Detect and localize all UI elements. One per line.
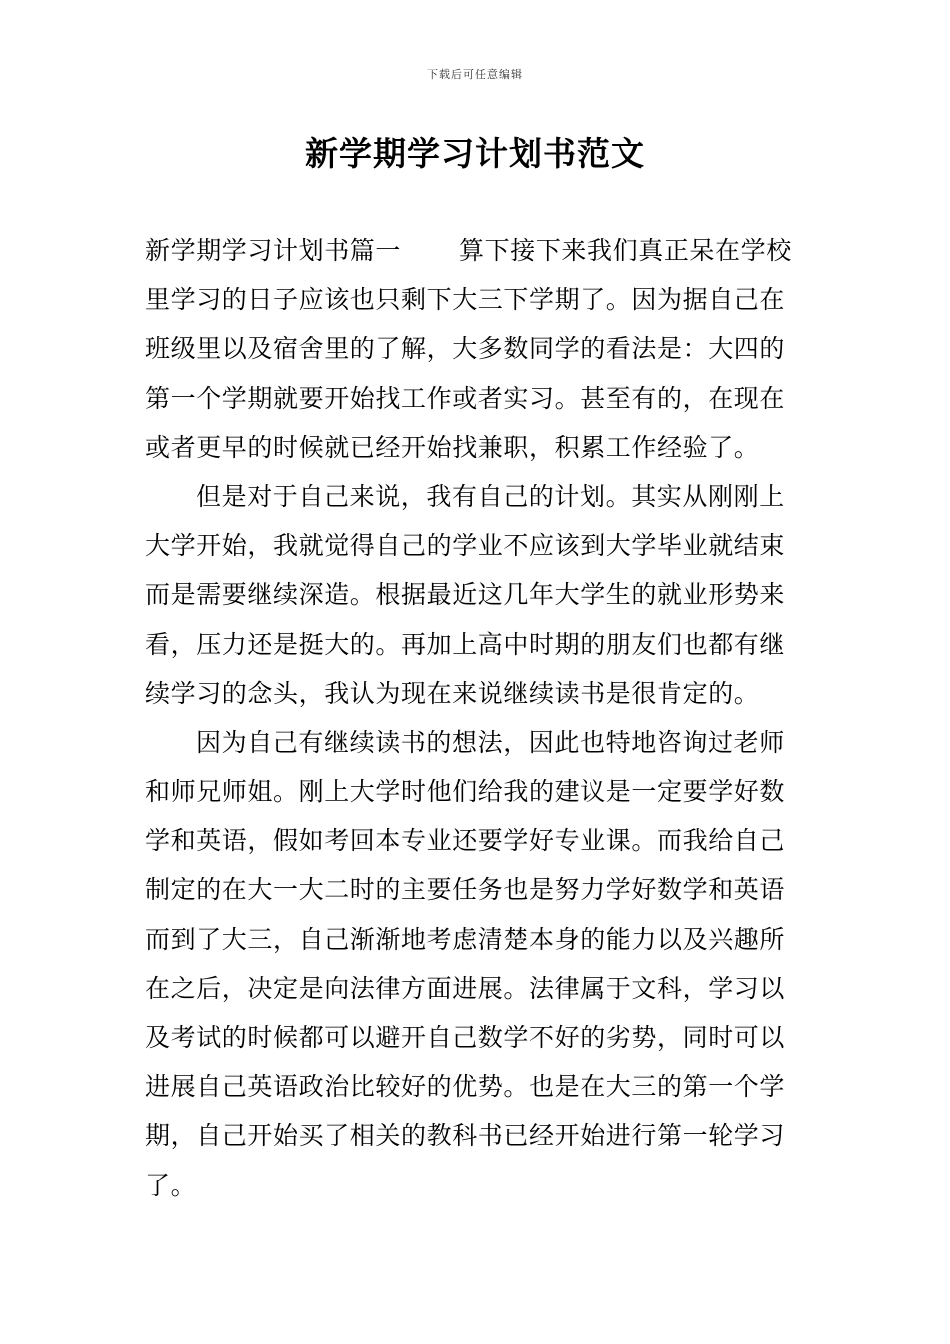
paragraph-3-line-1: 因为自己有继续读书的想法，因此也特地咨询过老师 bbox=[196, 727, 785, 757]
paragraph-1-line-1 bbox=[145, 226, 807, 275]
document-body bbox=[145, 226, 807, 1210]
paragraph-3-line-4: 制定的在大一大二时的主要任务也是努力学好数学和英语 bbox=[145, 875, 786, 905]
paragraph-2-line-3: 而是需要继续深造。根据最近这几年大学生的就业形势来 bbox=[145, 580, 786, 610]
header-note: 下载后可任意编辑 bbox=[427, 68, 523, 81]
paragraph-3-line-7: 及考试的时候都可以避开自己数学不好的劣势，同时可以 bbox=[145, 1023, 786, 1052]
paragraph-2-line-1: 但是对于自己来说，我有自己的计划。其实从刚刚上 bbox=[196, 481, 785, 511]
paragraph-1-line-4: 第一个学期就要开始找工作或者实习。甚至有的，在现在 bbox=[145, 383, 786, 413]
paragraph-3-line-3: 学和英语，假如考回本专业还要学好专业课。而我给自己 bbox=[145, 826, 786, 856]
paragraph-1-line-3: 班级里以及宿舍里的了解，大多数同学的看法是：大四的 bbox=[145, 334, 786, 364]
paragraph-1-line-2: 里学习的日子应该也只剩下大三下学期了。因为据自己在 bbox=[145, 285, 786, 315]
document-title: 新学期学习计划书范文 bbox=[305, 134, 645, 173]
section-lead: 新学期学习计划书篇一 bbox=[145, 236, 402, 265]
paragraph-2-line-4: 看，压力还是挺大的。再加上高中时期的朋友们也都有继 bbox=[145, 629, 786, 659]
paragraph-2-line-2: 大学开始，我就觉得自己的学业不应该到大学毕业就结束 bbox=[145, 531, 786, 561]
paragraph-3-line-10: 了。 bbox=[145, 1170, 197, 1200]
paragraph-3-line-2: 和师兄师姐。刚上大学时他们给我的建议是一定要学好数 bbox=[145, 777, 786, 807]
paragraph-3-line-5: 而到了大三，自己渐渐地考虑清楚本身的能力以及兴趣所 bbox=[145, 924, 786, 954]
paragraph-2-line-5: 续学习的念头，我认为现在来说继续读书是很肯定的。 bbox=[145, 678, 760, 708]
paragraph-3-line-9: 期，自己开始买了相关的教科书已经开始进行第一轮学习 bbox=[145, 1121, 786, 1151]
paragraph-text: 算下接下来我们真正呆在学校 bbox=[459, 236, 792, 265]
paragraph-3-line-8: 进展自己英语政治比较好的优势。也是在大三的第一个学 bbox=[145, 1072, 786, 1102]
paragraph-3-line-6: 在之后，决定是向法律方面进展。法律属于文科，学习以 bbox=[145, 973, 786, 1003]
paragraph-1-line-5: 或者更早的时候就已经开始找兼职，积累工作经验了。 bbox=[145, 432, 760, 462]
